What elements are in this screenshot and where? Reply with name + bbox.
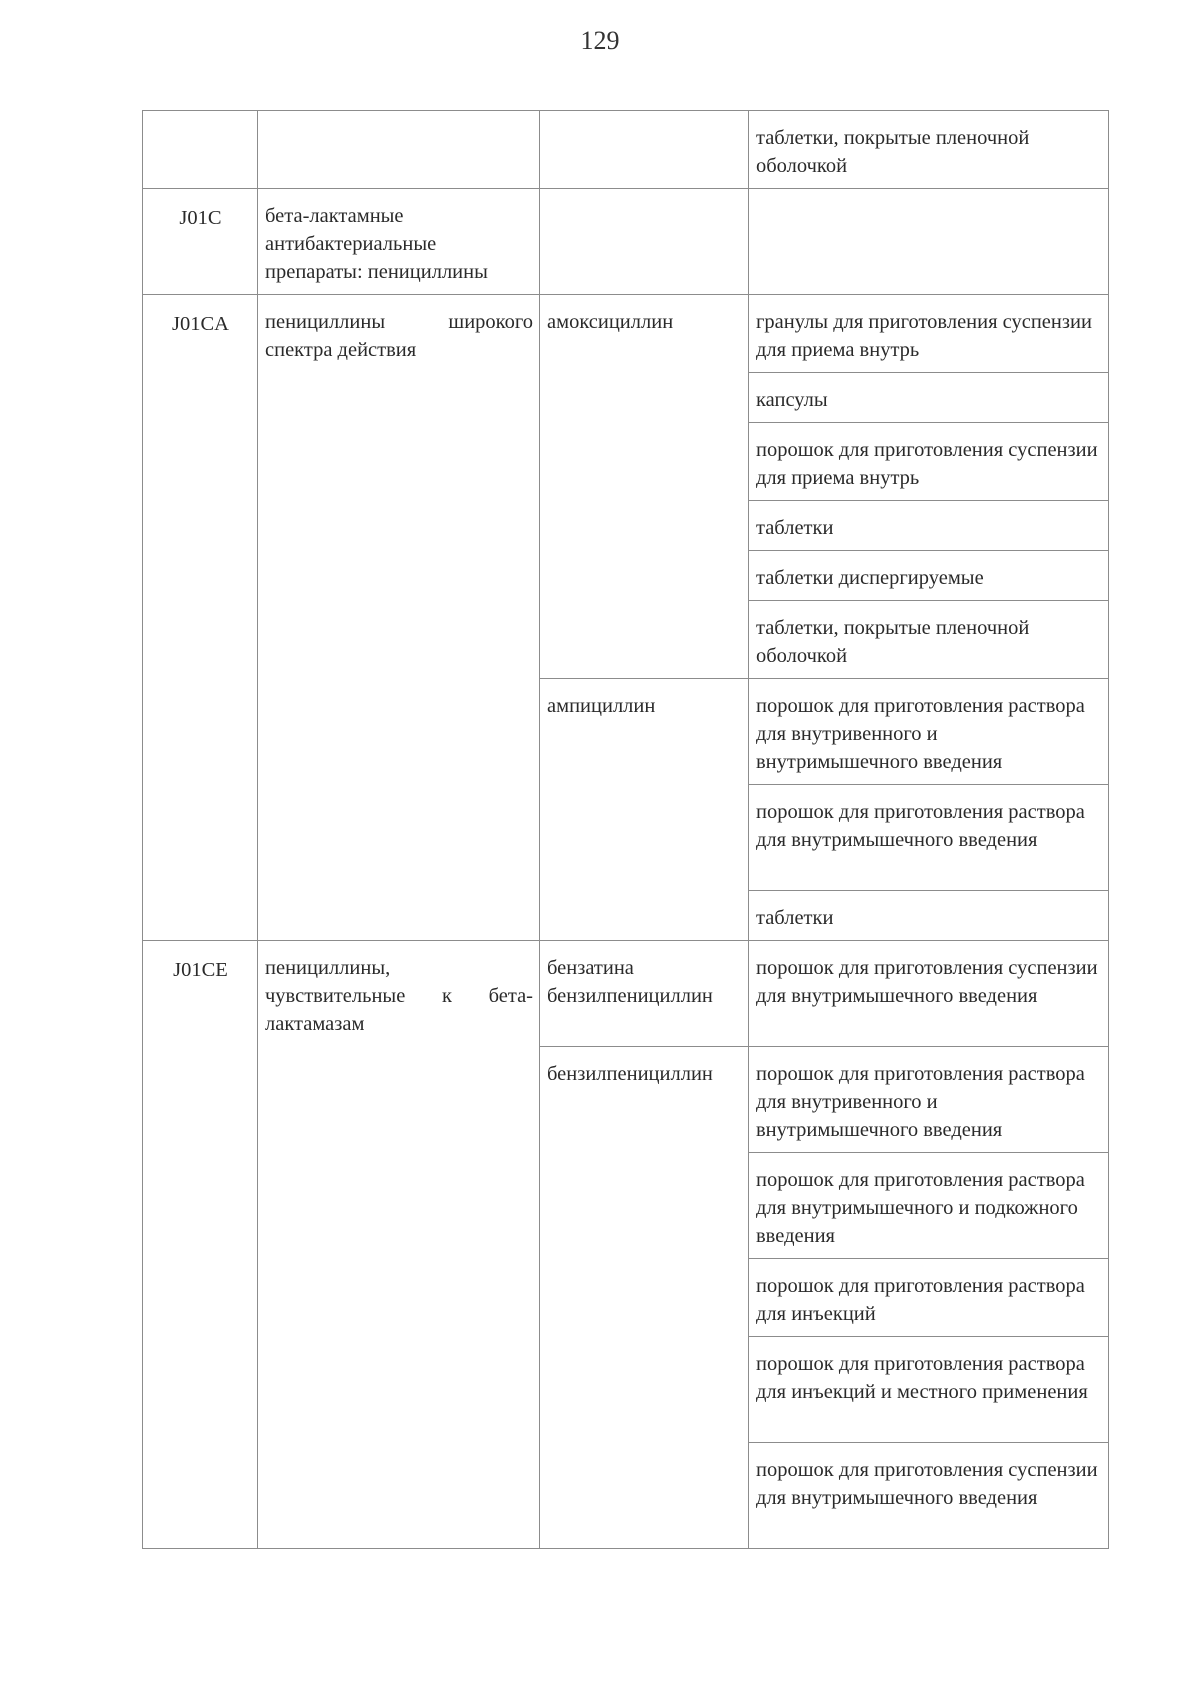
dosage-form-cell: порошок для приготовления суспензии для приема внутрь bbox=[749, 423, 1109, 501]
dosage-form-cell: таблетки, покрытые пленочной оболочкой bbox=[749, 601, 1109, 679]
dosage-form-cell bbox=[749, 189, 1109, 295]
drug-name-cell bbox=[540, 111, 749, 189]
dosage-form-cell: порошок для приготовления раствора для внутримышечного введения bbox=[749, 785, 1109, 891]
drug-name-cell bbox=[540, 189, 749, 295]
drug-name-cell bbox=[540, 785, 749, 891]
dosage-form-cell: порошок для приготовления раствора для внутривенного и внутримышечного введения bbox=[749, 679, 1109, 785]
dosage-form-cell: капсулы bbox=[749, 373, 1109, 423]
table-row bbox=[143, 111, 1109, 189]
drug-name-cell bbox=[540, 1337, 749, 1443]
drug-name-cell: амоксициллин bbox=[540, 295, 749, 373]
drug-name-cell bbox=[540, 1153, 749, 1259]
drug-name-cell bbox=[540, 373, 749, 423]
atc-code-cell bbox=[143, 111, 258, 189]
dosage-form-cell: порошок для приготовления раствора для внутривенного и внутримышечного введения bbox=[749, 1047, 1109, 1153]
dosage-form-cell: порошок для приготовления раствора для внутримышечного и подкожного введения bbox=[749, 1153, 1109, 1259]
dosage-form-cell: таблетки, покрытые пленочной оболочкой bbox=[749, 111, 1109, 189]
dosage-form-cell: порошок для приготовления раствора для инъекций bbox=[749, 1259, 1109, 1337]
group-name-cell: пенициллины широкого спектра действия bbox=[258, 295, 540, 941]
group-name-cell: бета-лактамные антибактериальные препараты: пенициллины bbox=[258, 189, 540, 295]
dosage-form-cell: порошок для приготовления раствора для инъекций и местного применения bbox=[749, 1337, 1109, 1443]
drug-name-cell: бензатина бензилпенициллин bbox=[540, 941, 749, 1047]
drug-name-cell bbox=[540, 1259, 749, 1337]
drug-name-cell: бензилпенициллин bbox=[540, 1047, 749, 1153]
dosage-form-cell: порошок для приготовления суспензии для внутримышечного введения bbox=[749, 1443, 1109, 1549]
page-number: 129 bbox=[580, 26, 620, 55]
table-row bbox=[143, 189, 1109, 295]
drug-name-cell bbox=[540, 501, 749, 551]
drug-name-cell bbox=[540, 423, 749, 501]
drug-name-cell bbox=[540, 891, 749, 941]
dosage-form-cell: таблетки bbox=[749, 501, 1109, 551]
drug-name-cell bbox=[540, 551, 749, 601]
dosage-form-cell: гранулы для приготовления суспензии для приема внутрь bbox=[749, 295, 1109, 373]
group-name-cell: пенициллины, чувствительные к бета-лактамазам bbox=[258, 941, 540, 1549]
drug-name-cell bbox=[540, 1443, 749, 1549]
drug-name-cell bbox=[540, 601, 749, 679]
table-row bbox=[143, 295, 1109, 373]
atc-code-cell: J01CA bbox=[143, 295, 258, 941]
dosage-form-cell: порошок для приготовления суспензии для внутримышечного введения bbox=[749, 941, 1109, 1047]
table-row bbox=[143, 941, 1109, 1047]
atc-code-cell: J01CE bbox=[143, 941, 258, 1549]
dosage-form-cell: таблетки bbox=[749, 891, 1109, 941]
drug-name-cell: ампициллин bbox=[540, 679, 749, 785]
dosage-form-cell: таблетки диспергируемые bbox=[749, 551, 1109, 601]
drug-table bbox=[142, 110, 1109, 1549]
group-name-cell bbox=[258, 111, 540, 189]
atc-code-cell: J01C bbox=[143, 189, 258, 295]
